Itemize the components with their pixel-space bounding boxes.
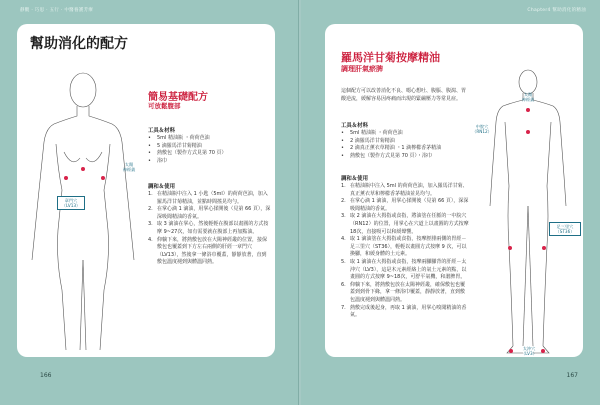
page-number-right: 167 [566,372,578,379]
list-item: 6. 仰躺下來，將熱敷包放在太陽神經叢，確保敷包也覆蓋到到骨下緣，拿一條浴巾覆蓋，靜靜放著，直到敷包溫度褪到與體溫同熱。 [341,281,466,303]
zusanli-point-left [508,246,512,250]
zhangmen-point-right [101,176,105,180]
recipe-subtitle-left: 可放鬆腹部 [148,102,181,110]
list-item: • 熱敷包（製作方式見第 70 頁）・浴巾 [341,152,433,159]
solar-plexus-point [81,167,85,171]
tools-heading-left: 工具＆材料 [148,128,175,134]
right-page [301,0,600,405]
list-item: • 浴巾 [148,157,168,164]
recipe-title-left: 簡易基礎配方 [148,92,208,103]
list-item: • 2 滴真正薰衣草精油 ・1 滴檸檬香茅精油 [341,145,442,152]
list-item: 5. 取 1 滴油在大拇指或食指，按摩兩腳腳背的肝經－太沖穴（LV3），這是木元素經絡上的氣土元素的點，以畫圓的方式按摩 9~18次，可舒平氣機，和諧脾胃。 [341,258,467,281]
list-item: 1. 在精油瓶中注入 1 小匙（5ml）的荷荷芭油，加入羅馬洋甘菊精油，並點時間搖晃均勻。 [148,191,268,205]
zhongwan-point [526,130,530,134]
recipe-title-right: 羅馬洋甘菊按摩精油 [341,51,440,64]
body-figure-front-female [24,60,142,360]
running-head-left: 靜觀 · 巧思 · 五行 · 中醫養護芳療 [20,8,94,13]
steps-list-right [341,183,469,320]
intro-paragraph: 這個配方可以改善消化不良、噁心想吐、腹脹、腹瀉、胃酸逆流，緩解容易因疼痛而出現的緊繃壓力等常見症。 [341,88,467,102]
taichong-point-left [509,349,513,353]
page-title: 幫助消化的配方 [30,36,128,52]
list-item: • 2 滴羅馬洋甘菊精油 [341,137,395,144]
list-item: 2. 在掌心滴 1 滴油，用掌心揉開後（見第 66 頁），深深吸聞精油的香氣。 [341,198,469,212]
running-head-right: Chapter4 幫助消化的精油 [527,8,586,13]
list-item: • 5ml 精油瓶 ・荷荷芭油 [148,135,210,141]
list-item: 3. 取 3 滴油在掌心，然後輕輕在腹部以畫圓的方式按摩 9~27次，如有需要就在腹部上再加點油。 [148,221,269,235]
zusanli-label: 足三里穴 （ST36） [549,222,581,236]
list-item: • 熱敷包（製作方式見第 70 頁） [148,150,227,157]
tools-heading-right: 工具＆材料 [341,123,368,129]
list-item: 4. 取 1 滴油塗在大拇指或食指，按摩脛腓兩側的胃經－足三里穴（ST36），輕輕以畫圓方式按摩 9 次，可以換腳，和緩身體的土元素。 [341,236,467,258]
method-heading-right: 調和＆使用 [341,176,368,182]
taichong-label: 太沖穴 （LV3） [521,346,537,356]
zhangmen-point-left [64,176,68,180]
solar-plexus-label: 太陽 神經叢 [122,162,136,172]
solar-plexus-label: 太陽 神經叢 [521,92,535,102]
steps-list-left [148,191,271,267]
zhongwan-label: 中脘穴 （RN12） [472,124,492,134]
recipe-subtitle-right: 調理肝氣瘀脾 [341,64,383,73]
left-page [0,0,299,405]
zhangmen-label: 章門穴 （LV13） [57,196,85,210]
zusanli-point-right [542,246,546,250]
list-item: • 5ml 精油瓶 ・荷荷芭油 [341,130,403,136]
list-item: 1. 在精油瓶中注入 5ml 的荷荷芭油，加入羅馬洋甘菊、真正薰衣草和檸檬香茅精油並晃均勻。 [341,183,468,197]
tools-list-left [148,135,268,165]
method-heading-left: 調和＆使用 [148,184,175,190]
solar-plexus-point [526,108,530,112]
list-item: 3. 取 2 滴油在大拇指或食指，將油塗在任脈的一中脘穴（RN12）的位置，用掌心在穴道上以畫圓的方式按摩 18次，直接吸可以和緩聲響。 [341,213,469,235]
page-number-left: 166 [40,372,52,379]
tools-list-right [341,130,471,160]
list-item: 4. 仰躺下來，將熱敷包放在大陽神經叢的位置，接保敷包也覆蓋到下方左右兩側的肝經一章門穴（LV13），然後拿一條浴巾覆蓋，靜靜放著，直到敷包溫度褪到與體溫同熱。 [148,236,268,266]
list-item: 2. 在掌心滴 1 滴油，用掌心揉開後（見第 66 頁），深深吸聞精油的香氣。 [148,206,271,220]
list-item: • 5 滴羅馬洋甘菊精油 [148,142,202,149]
list-item: 7. 熱敷完成後起身，再取 1 滴油，用掌心嗅聞精油的香氣。 [341,304,467,319]
